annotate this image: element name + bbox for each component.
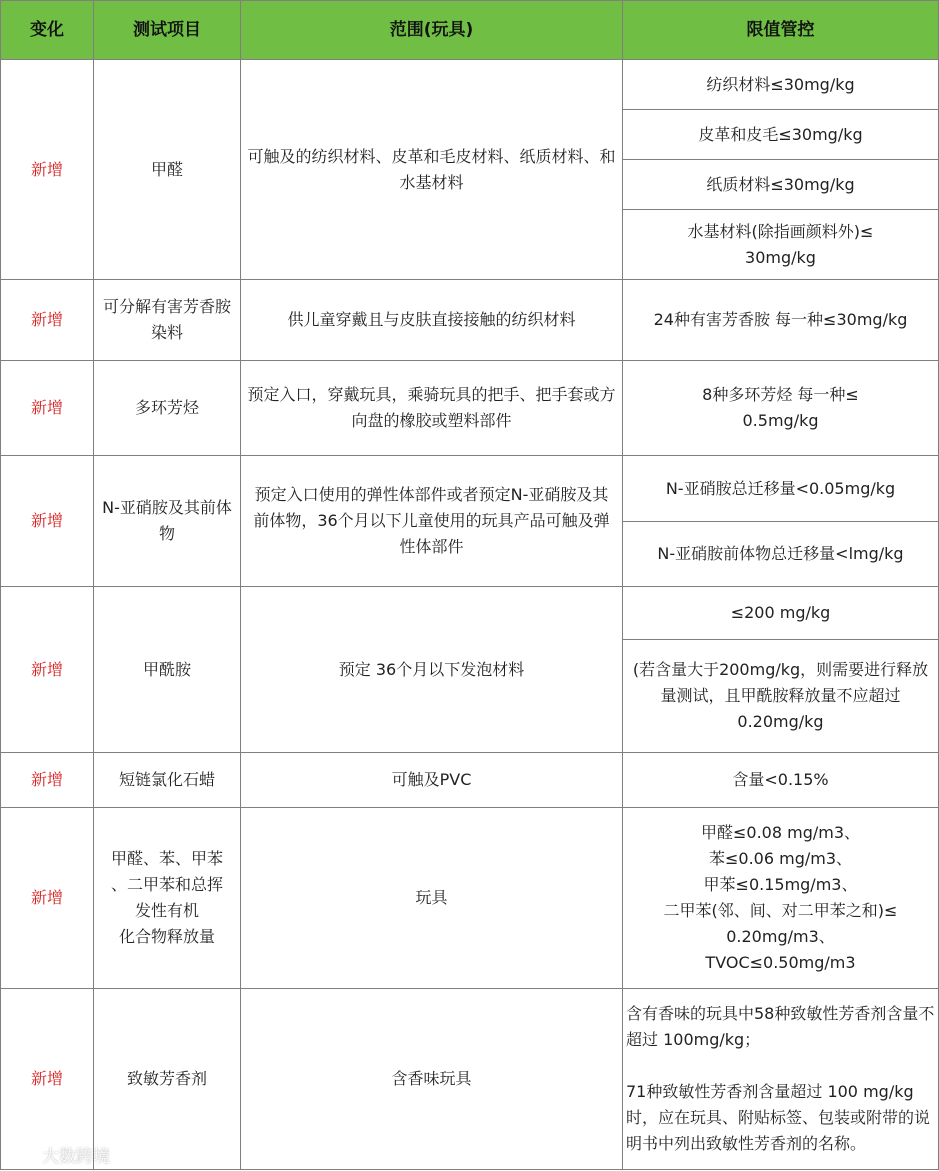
table-row [1, 989, 939, 1170]
watermark-text: 大数跨境 [42, 1146, 110, 1167]
scope-cell: 供儿童穿戴且与皮肤直接接触的纺织材料 [241, 280, 623, 361]
limit-cell: 纸质材料≤30mg/kg [623, 160, 939, 210]
scope-cell: 预定入口，穿戴玩具，乘骑玩具的把手、把手套或方向盘的橡胶或塑料部件 [241, 361, 623, 456]
limit-cell: 皮革和皮毛≤30mg/kg [623, 110, 939, 160]
limit-cell: N-亚硝胺前体物总迁移量<lmg/kg [623, 522, 939, 587]
table-row [1, 587, 939, 640]
header-scope: 范围(玩具) [241, 1, 623, 60]
limit-cell: 水基材料(除指画颜料外)≤ 30mg/kg [623, 210, 939, 280]
scope-cell: 预定 36个月以下发泡材料 [241, 587, 623, 753]
limit-cell: 8种多环芳烃 每一种≤ 0.5mg/kg [623, 361, 939, 456]
change-cell: 新增 [1, 753, 94, 808]
table-row [1, 280, 939, 361]
change-cell: 新增 [1, 280, 94, 361]
table-row [1, 456, 939, 522]
change-cell: 新增 [1, 361, 94, 456]
limit-cell: 纺织材料≤30mg/kg [623, 60, 939, 110]
change-cell: 新增 [1, 989, 94, 1170]
limit-cell: 含有香味的玩具中58种致敏性芳香剂含量不超过 100mg/kg； 71种致敏性芳香剂含量超过 100 mg/kg时，应在玩具、附贴标签、包装或附带的说明书中列出致敏性芳香剂的名称。 [623, 989, 939, 1170]
change-cell: 新增 [1, 60, 94, 280]
change-cell: 新增 [1, 587, 94, 753]
header-change: 变化 [1, 1, 94, 60]
limit-cell: N-亚硝胺总迁移量<0.05mg/kg [623, 456, 939, 522]
limit-cell: 24种有害芳香胺 每一种≤30mg/kg [623, 280, 939, 361]
scope-cell: 预定入口使用的弹性体部件或者预定N-亚硝胺及其前体物，36个月以下儿童使用的玩具产品可触及弹性体部件 [241, 456, 623, 587]
test-item-cell: 可分解有害芳香胺染料 [94, 280, 241, 361]
table-row [1, 60, 939, 110]
scope-cell: 玩具 [241, 808, 623, 989]
change-cell: 新增 [1, 808, 94, 989]
scope-cell: 可触及的纺织材料、皮革和毛皮材料、纸质材料、和水基材料 [241, 60, 623, 280]
test-item-cell: 甲酰胺 [94, 587, 241, 753]
test-item-cell: 甲醛 [94, 60, 241, 280]
change-cell: 新增 [1, 456, 94, 587]
test-item-cell: 甲醛、苯、甲苯 、二甲苯和总挥 发性有机 化合物释放量 [94, 808, 241, 989]
scope-cell: 含香味玩具 [241, 989, 623, 1170]
test-item-cell: N-亚硝胺及其前体物 [94, 456, 241, 587]
limit-cell: 含量<0.15% [623, 753, 939, 808]
limit-cell: ≤200 mg/kg [623, 587, 939, 640]
limit-cell: (若含量大于200mg/kg，则需要进行释放量测试，且甲酰胺释放量不应超过0.20mg/kg [623, 640, 939, 753]
table-row [1, 808, 939, 989]
header-row [1, 1, 939, 60]
header-limit: 限值管控 [623, 1, 939, 60]
table-row [1, 361, 939, 456]
scope-cell: 可触及PVC [241, 753, 623, 808]
test-item-cell: 多环芳烃 [94, 361, 241, 456]
header-test-item: 测试项目 [94, 1, 241, 60]
test-item-cell: 致敏芳香剂 [94, 989, 241, 1170]
limit-cell: 甲醛≤0.08 mg/m3、 苯≤0.06 mg/m3、 甲苯≤0.15mg/m3、 二甲苯(邻、间、对二甲苯之和)≤ 0.20mg/m3、 TVOC≤0.50mg/m3 [623, 808, 939, 989]
test-item-cell: 短链氯化石蜡 [94, 753, 241, 808]
table-row [1, 753, 939, 808]
